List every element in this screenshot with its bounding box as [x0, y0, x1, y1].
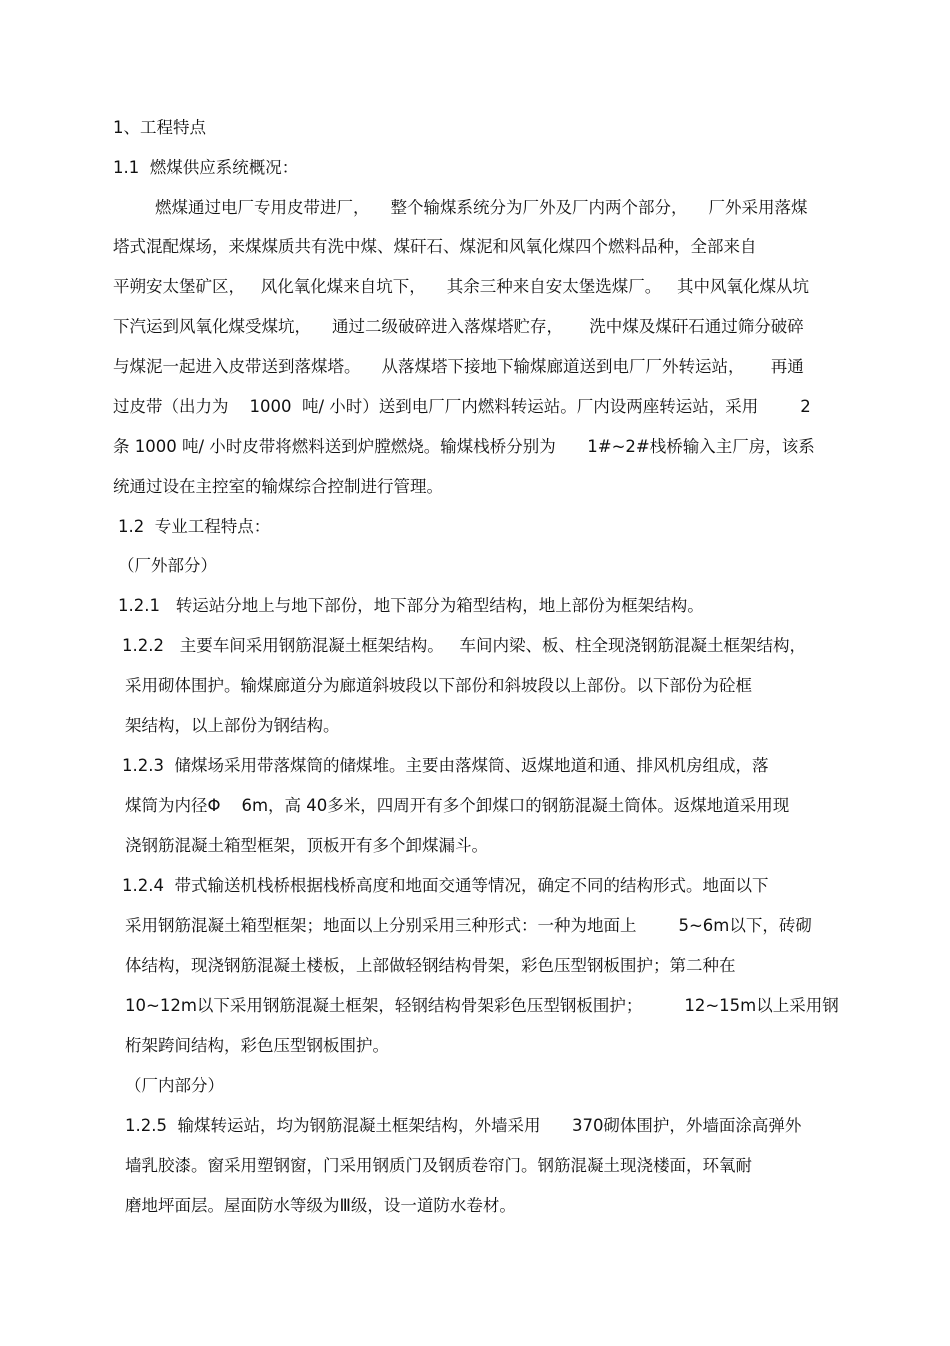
text-line: 体结构，现浇钢筋混凝土楼板，上部做轻钢结构骨架，彩色压型钢板围护；第二种在 [125, 956, 736, 975]
section-label-outside: （厂外部分） [118, 556, 217, 575]
text-line: 统通过设在主控室的输煤综合控制进行管理。 [113, 477, 443, 496]
text-line: 燃煤通过电厂专用皮带进厂， 整个输煤系统分为厂外及厂内两个部分， 厂外采用落煤 [155, 198, 808, 217]
text-line: 浇钢筋混凝土箱型框架，顶板开有多个卸煤漏斗。 [125, 836, 488, 855]
text-line: 1.2.2 主要车间采用钢筋混凝土框架结构。 车间内梁、板、柱全现浇钢筋混凝土框架结构， [122, 636, 806, 655]
heading-engineering-features: 1、工程特点 [113, 118, 206, 137]
text-line: 桁架跨间结构，彩色压型钢板围护。 [125, 1036, 389, 1055]
text-line: 10~12m以下采用钢筋混凝土框架，轻钢结构骨架彩色压型钢板围护； 12~15m以上采用钢 [125, 996, 839, 1015]
text-line: 平朔安太堡矿区， 风化氧化煤来自坑下， 其余三种来自安太堡选煤厂。 其中风氧化煤从坑 [113, 277, 809, 296]
text-line: 1.2.5 输煤转运站，均为钢筋混凝土框架结构，外墙采用 370砌体围护，外墙面涂高弹外 [125, 1116, 802, 1135]
text-line: 塔式混配煤场，来煤煤质共有洗中煤、煤矸石、煤泥和风氧化煤四个燃料品种，全部来自 [113, 237, 757, 256]
text-line: 过皮带（出力为 1000 吨/ 小时）送到电厂厂内燃料转运站。厂内设两座转运站，采用 2 [113, 397, 811, 416]
text-line: 条 1000 吨/ 小时皮带将燃料送到炉膛燃烧。输煤栈桥分别为 1#~2#栈桥输入主厂房，该系 [113, 437, 815, 456]
text-line: 架结构，以上部份为钢结构。 [125, 716, 340, 735]
heading-professional-features: 1.2 专业工程特点： [118, 517, 271, 536]
text-line: 墙乳胶漆。窗采用塑钢窗，门采用钢质门及钢质卷帘门。钢筋混凝土现浇楼面，环氧耐 [125, 1156, 752, 1175]
text-line: 采用砌体围护。输煤廊道分为廊道斜坡段以下部份和斜坡段以上部份。以下部份为砼框 [125, 676, 752, 695]
text-line: 1.2.3 储煤场采用带落煤筒的储煤堆。主要由落煤筒、返煤地道和通、排风机房组成，落 [122, 756, 769, 775]
paragraph-1-2-1: 1.2.1 转运站分地上与地下部份，地下部分为箱型结构，地上部份为框架结构。 [118, 596, 704, 615]
text-line: 下汽运到风氧化煤受煤坑， 通过二级破碎进入落煤塔贮存， 洗中煤及煤矸石通过筛分破碎 [113, 317, 804, 336]
text-line: 与煤泥一起进入皮带送到落煤塔。 从落煤塔下接地下输煤廊道送到电厂厂外转运站， 再通 [113, 357, 804, 376]
text-line: 煤筒为内径Φ 6m，高 40多米，四周开有多个卸煤口的钢筋混凝土筒体。返煤地道采用现 [125, 796, 790, 815]
heading-coal-supply-overview: 1.1 燃煤供应系统概况： [113, 158, 299, 177]
text-line: 采用钢筋混凝土箱型框架；地面以上分别采用三种形式：一种为地面上 5~6m以下，砖砌 [125, 916, 812, 935]
section-label-inside: （厂内部分） [125, 1076, 224, 1095]
text-line: 磨地坪面层。屋面防水等级为Ⅲ级，设一道防水卷材。 [125, 1196, 516, 1215]
text-line: 1.2.4 带式输送机栈桥根据栈桥高度和地面交通等情况，确定不同的结构形式。地面以下 [122, 876, 769, 895]
